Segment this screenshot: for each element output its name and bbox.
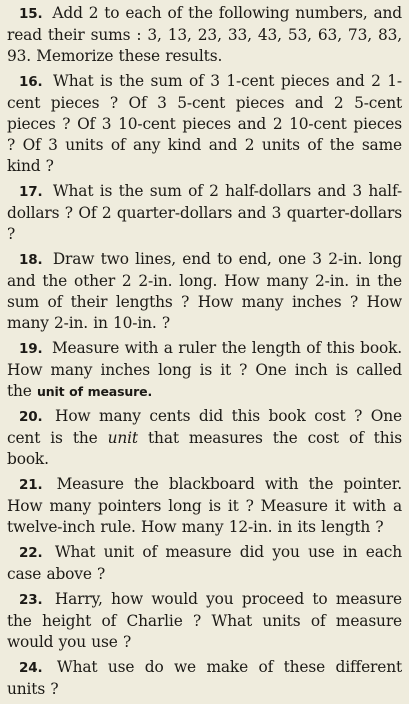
- problem-text: What is the sum of 2 half-dollars and 3 half-dollars ? Of 2 quarter-dollars and 3 quarter-dollars ?: [7, 182, 402, 243]
- problem-text: What unit of measure did you use in each case above ?: [7, 543, 402, 583]
- problem-text: What is the sum of 3 1-cent pieces and 2 1-cent pieces ? Of 3 5-cent pieces and 2 5-cent pieces ? Of 3 10-cent pieces and 2 10-cent pieces ? Of 3 units of any kind and 2 units of the same kind ?: [7, 72, 402, 175]
- problem-21: [7, 474, 402, 538]
- problem-17: [7, 181, 402, 245]
- problem-23: [7, 589, 402, 653]
- problem-19: [7, 338, 402, 402]
- problem-16: [7, 71, 402, 177]
- problem-italic-word: unit: [107, 429, 138, 447]
- problem-number: 23.: [19, 592, 43, 608]
- problem-number: 21.: [19, 477, 43, 493]
- problem-text: What use do we make of these different units ?: [7, 658, 403, 698]
- problem-text: Harry, how would you proceed to measure the height of Charlie ? What units of measure would you use ?: [7, 590, 402, 651]
- problem-15: [7, 3, 402, 67]
- problem-text-after: that measures the cost of this book.: [7, 429, 402, 468]
- problem-text: Measure the blackboard with the pointer. How many pointers long is it ? Measure it with a twelve-inch rule. How many 12-in. in its length ?: [7, 475, 402, 536]
- problem-number: 24.: [19, 660, 43, 676]
- problem-22: [7, 542, 402, 585]
- problem-number: 20.: [19, 409, 43, 425]
- problem-text: Draw two lines, end to end, one 3 2-in. long and the other 2 2-in. long. How many 2-in. in the sum of their lengths ? How many inches ? How many 2-in. in 10-in. ?: [7, 250, 402, 332]
- problem-number: 19.: [19, 341, 43, 357]
- problem-text-before: How many cents did this book cost ? One cent is the: [7, 407, 402, 447]
- problem-list: [7, 3, 402, 704]
- problem-number: 15.: [19, 6, 43, 22]
- problem-20: [7, 406, 402, 470]
- problem-number: 17.: [19, 184, 43, 200]
- problem-24: [7, 657, 402, 700]
- problem-text: Measure with a ruler the length of this book. How many inches long is it ? One inch is called the: [7, 339, 402, 400]
- problem-text: Add 2 to each of the following numbers, and read their sums : 3, 13, 23, 33, 43, 53, 63, 73, 83, 93. Memorize these results.: [7, 4, 402, 65]
- problem-18: [7, 249, 402, 334]
- problem-number: 18.: [19, 252, 43, 268]
- problem-bold-term: unit of measure.: [37, 384, 153, 399]
- problem-number: 16.: [19, 74, 43, 90]
- problem-number: 22.: [19, 545, 43, 561]
